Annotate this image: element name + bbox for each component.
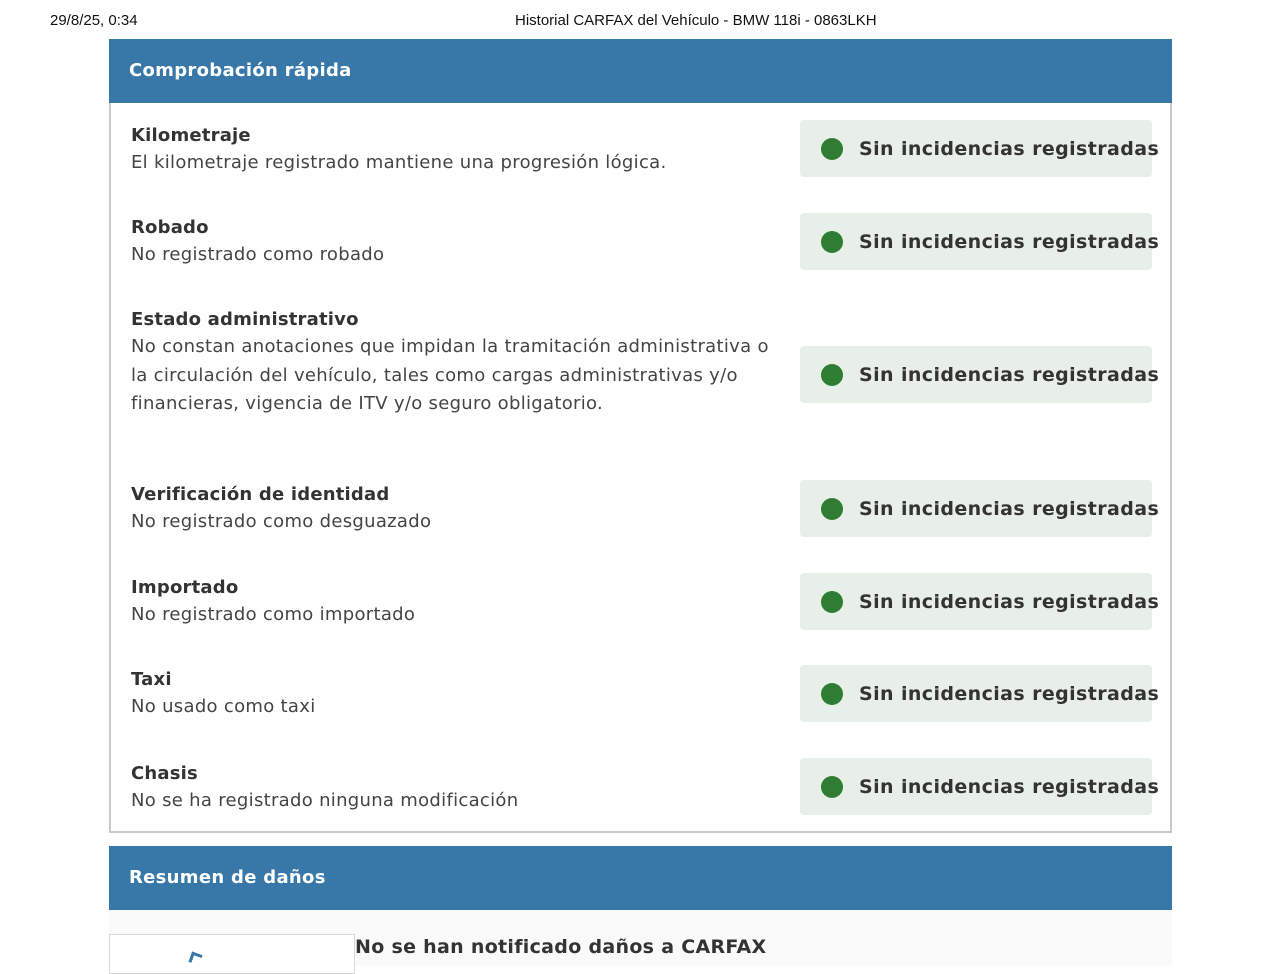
damage-summary-panel	[109, 846, 1172, 966]
status-label: Sin incidencias registradas	[859, 497, 1160, 520]
check-row-estado-administrativo	[131, 306, 1160, 419]
check-description: No se ha registrado ninguna modificación	[131, 790, 519, 811]
status-label: Sin incidencias registradas	[859, 137, 1160, 160]
status-badge	[800, 573, 1160, 630]
damage-diagram-image	[109, 934, 355, 974]
print-header	[0, 12, 1280, 32]
quick-check-heading: Comprobación rápida	[109, 39, 1172, 103]
check-description: El kilometraje registrado mantiene una progresión lógica.	[131, 152, 667, 173]
check-title: Chasis	[131, 763, 198, 784]
damage-summary-heading: Resumen de daños	[109, 846, 1172, 910]
print-title: Historial CARFAX del Vehículo - BMW 118i - 0863LKH	[515, 12, 877, 29]
status-label: Sin incidencias registradas	[859, 230, 1160, 253]
status-ok-icon	[821, 498, 843, 520]
status-ok-icon	[821, 683, 843, 705]
check-row-taxi	[131, 666, 1160, 722]
status-badge	[800, 665, 1160, 722]
status-ok-icon	[821, 231, 843, 253]
status-label: Sin incidencias registradas	[859, 363, 1160, 386]
check-row-kilometraje	[131, 122, 1160, 178]
status-label: Sin incidencias registradas	[859, 590, 1160, 613]
status-ok-icon	[821, 364, 843, 386]
check-row-chasis	[131, 760, 1160, 816]
check-description: No registrado como importado	[131, 604, 416, 625]
check-description: No constan anotaciones que impidan la tramitación administrativa o la circulación del vehículo, tales como cargas administrativas y/o financieras, vigencia de ITV y/o seguro obligatorio.	[131, 336, 769, 414]
status-badge	[800, 120, 1160, 177]
status-badge	[800, 758, 1160, 815]
status-ok-icon	[821, 776, 843, 798]
check-description: No registrado como desguazado	[131, 511, 432, 532]
damage-message: No se han notificado daños a CARFAX	[355, 936, 767, 958]
check-title: Robado	[131, 217, 209, 238]
status-badge	[800, 346, 1160, 403]
status-badge	[800, 480, 1160, 537]
status-label: Sin incidencias registradas	[859, 775, 1160, 798]
check-title: Taxi	[131, 669, 172, 690]
check-row-importado	[131, 574, 1160, 630]
status-badge	[800, 213, 1160, 270]
car-outline-icon	[188, 951, 202, 965]
check-row-robado	[131, 214, 1160, 270]
check-description: No usado como taxi	[131, 696, 316, 717]
check-title: Verificación de identidad	[131, 484, 390, 505]
check-title: Importado	[131, 577, 239, 598]
check-title: Kilometraje	[131, 125, 251, 146]
check-title: Estado administrativo	[131, 309, 359, 330]
quick-check-panel	[109, 39, 1172, 833]
status-ok-icon	[821, 138, 843, 160]
check-description: No registrado como robado	[131, 244, 385, 265]
status-label: Sin incidencias registradas	[859, 682, 1160, 705]
print-date: 29/8/25, 0:34	[50, 12, 138, 29]
status-ok-icon	[821, 591, 843, 613]
check-row-verificacion-identidad	[131, 481, 1160, 537]
